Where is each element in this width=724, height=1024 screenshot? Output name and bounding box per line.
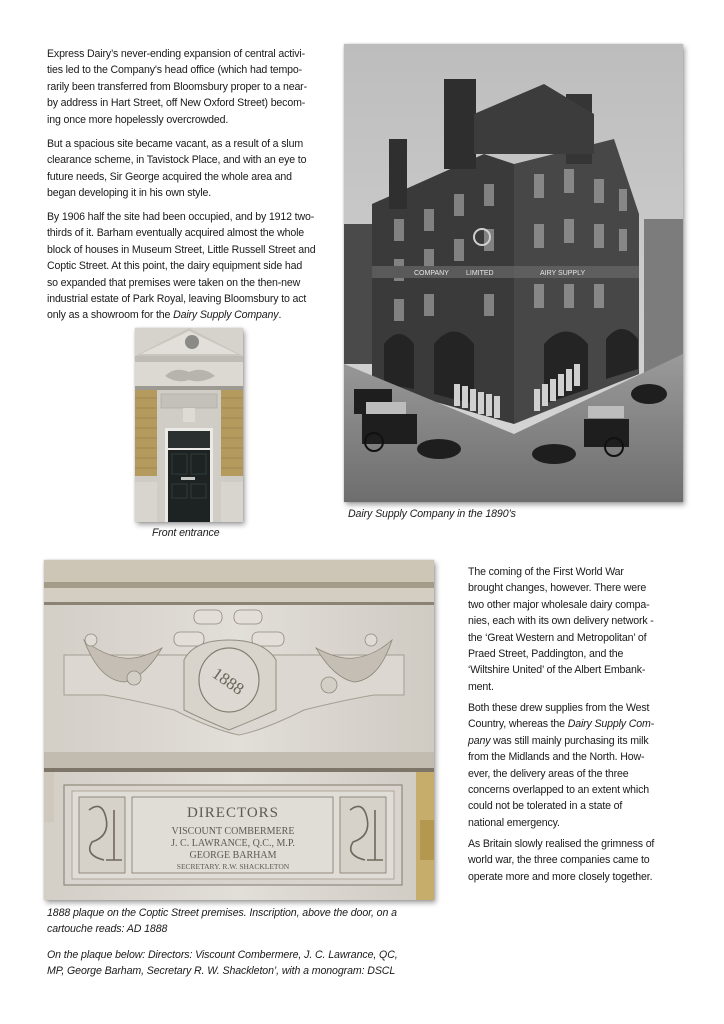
text-line: future needs, Sir George acquired the whole area and bbox=[47, 170, 292, 183]
cartouche-year: 1888 bbox=[208, 663, 248, 699]
text-run: . bbox=[278, 309, 282, 322]
text-line: Praed Street, Paddington, and the bbox=[468, 648, 624, 661]
caption-line: cartouche reads: AD 1888 bbox=[47, 923, 168, 936]
inscription-heading: DIRECTORS bbox=[186, 805, 280, 821]
building-caption: Dairy Supply Company in the 1890’s bbox=[348, 508, 516, 520]
plaque-inscription-caption bbox=[47, 947, 447, 980]
text-run: was still mainly purchasing its milk bbox=[490, 734, 649, 747]
text-run: only as a showroom for the bbox=[47, 309, 174, 322]
text-line: clearance scheme, in Tavistock Place, and with an eye to bbox=[47, 154, 307, 167]
text-line: by address in Hart Street, off New Oxford Street) becom- bbox=[47, 97, 306, 110]
inscription-line-1: VISCOUNT COMBERMERE bbox=[171, 826, 295, 837]
paragraph-head-office bbox=[47, 46, 342, 128]
paragraph-world-war bbox=[468, 564, 688, 695]
text-line: The coming of the First World War bbox=[468, 566, 624, 578]
text-line: nies, each with its own delivery network - bbox=[468, 615, 654, 628]
text-line: national emergency. bbox=[468, 816, 560, 829]
text-line: from the Midlands and the North. How- bbox=[468, 751, 645, 764]
text-line: rarily been transferred from Bloomsbury proper to a near- bbox=[47, 80, 307, 93]
paragraph-tavistock-site bbox=[47, 136, 342, 202]
caption-line: MP, George Barham, Secretary R. W. Shackleton’, with a monogram: DSCL bbox=[47, 965, 396, 978]
text-line: ing once more hopelessly overcrowded. bbox=[47, 113, 229, 126]
text-run: Country, whereas the bbox=[468, 718, 568, 731]
caption-line: 1888 plaque on the Coptic Street premises. Inscription, above the door, on a bbox=[47, 907, 397, 919]
paragraph-expansion bbox=[47, 209, 342, 324]
text-line: But a spacious site became vacant, as a result of a slum bbox=[47, 138, 303, 150]
text-line: block of houses in Museum Street, Little Russell Street and bbox=[47, 243, 316, 256]
text-line: brought changes, however. There were bbox=[468, 582, 647, 595]
text-line: Both these drew supplies from the West bbox=[468, 702, 650, 714]
text-line: ‘Wiltshire United’ of the Albert Embank- bbox=[468, 664, 646, 677]
text-line: concerns overlapped to an extent which bbox=[468, 784, 649, 797]
text-line: ment. bbox=[468, 680, 494, 693]
text-line: the ‘Great Western and Metropolitan’ of bbox=[468, 631, 647, 644]
company-name-italic: pany bbox=[468, 734, 491, 747]
paragraph-supplies bbox=[468, 700, 688, 831]
text-line: world war, the three companies came to bbox=[468, 854, 650, 867]
text-line: industrial estate of Park Royal, leaving Bloomsbury to act bbox=[47, 293, 307, 306]
building-sign-limited: LIMITED bbox=[466, 270, 494, 277]
text-line: By 1906 half the site had been occupied, and by 1912 two- bbox=[47, 211, 315, 223]
text-line: ties led to the Company's head office (which had tempo- bbox=[47, 64, 303, 77]
text-line: Express Dairy’s never-ending expansion of central activi- bbox=[47, 48, 305, 60]
text-line: As Britain slowly realised the grimness of bbox=[468, 838, 655, 850]
text-line: ever, the delivery areas of the three bbox=[468, 767, 629, 780]
dairy-supply-building-photo bbox=[344, 44, 683, 502]
inscription-line-2: J. C. LAWRANCE, Q.C., M.P. bbox=[171, 838, 295, 849]
building-sign-dairy-supply: AIRY SUPPLY bbox=[540, 270, 586, 277]
front-entrance-caption: Front entrance bbox=[152, 527, 220, 539]
company-name-italic: Dairy Supply Com- bbox=[567, 718, 655, 731]
text-line: two other major wholesale dairy compa- bbox=[468, 598, 650, 611]
text-line bbox=[468, 716, 688, 732]
front-entrance-photo bbox=[135, 328, 243, 522]
company-name-italic: Dairy Supply Company bbox=[173, 309, 279, 322]
inscription-line-3: GEORGE BARHAM bbox=[189, 850, 277, 861]
coptic-street-plaque-photo bbox=[44, 560, 434, 900]
text-line bbox=[468, 733, 688, 749]
text-line bbox=[47, 307, 342, 323]
plaque-caption bbox=[47, 905, 447, 938]
building-sign-company: COMPANY bbox=[414, 270, 449, 277]
caption-line: On the plaque below: Directors: Viscount Combermere, J. C. Lawrance, QC, bbox=[47, 949, 398, 961]
text-line: began developing it in his own style. bbox=[47, 187, 212, 200]
text-line: Coptic Street. At this point, the dairy equipment side had bbox=[47, 260, 303, 273]
inscription-line-4: SECRETARY. R.W. SHACKLETON bbox=[176, 862, 290, 871]
text-line: could not be tolerated in a state of bbox=[468, 800, 623, 813]
text-line: thirds of it. Barham eventually acquired almost the whole bbox=[47, 227, 305, 240]
text-line: so expanded that premises were taken on the then-new bbox=[47, 276, 301, 289]
text-line: operate more and more closely together. bbox=[468, 870, 653, 883]
paragraph-closer-cooperation bbox=[468, 836, 688, 885]
